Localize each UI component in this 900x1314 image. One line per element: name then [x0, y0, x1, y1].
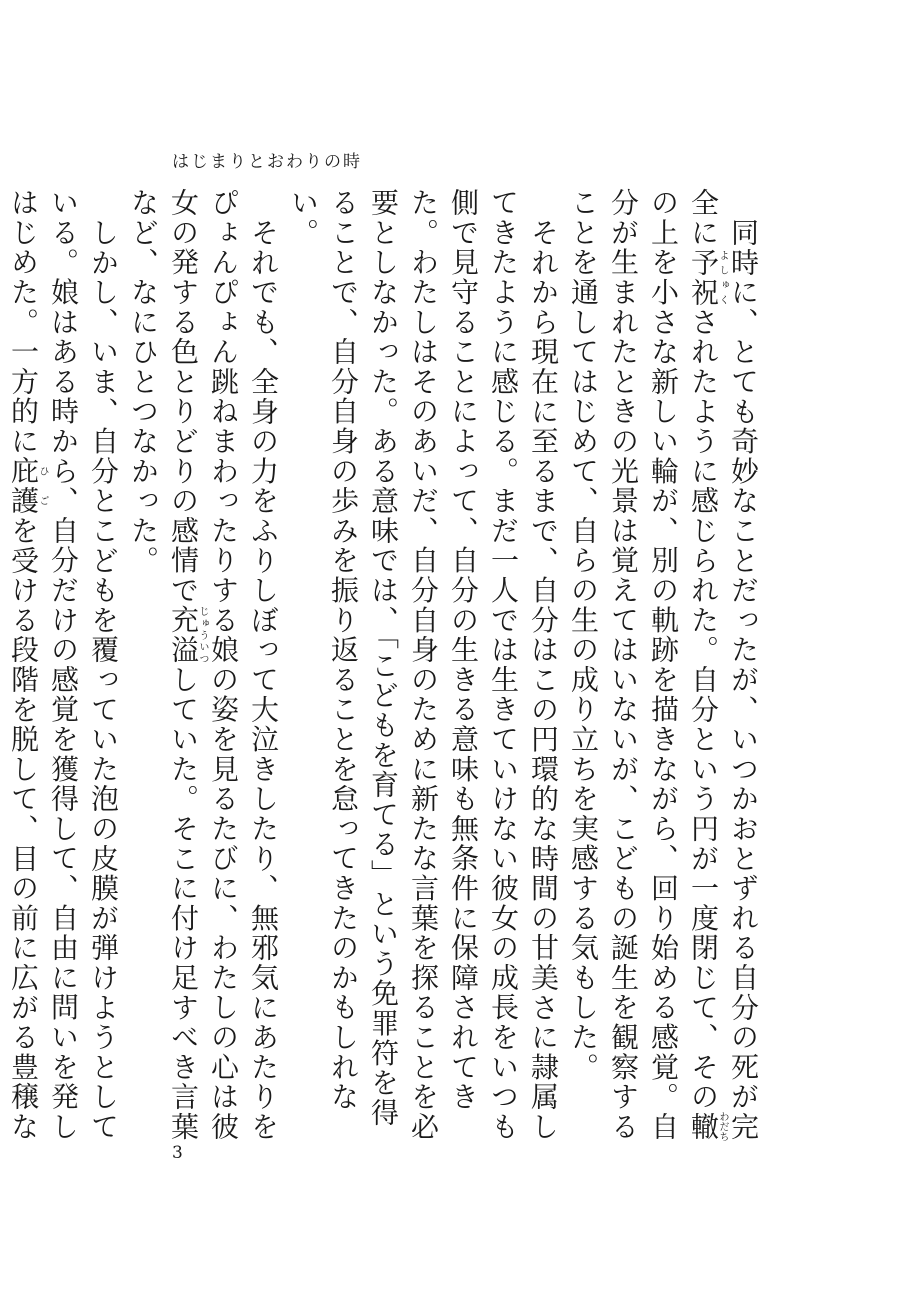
paragraph-1-text-a: 同時に、とても奇妙なことだったが、いつかおとずれる自分の死が完全に [687, 188, 760, 1142]
paragraph-3 [123, 188, 283, 1148]
paragraph-1-text-c: の上を小さな新しい輪が、別の軌跡を描きながら、回り始める感覚。自分が生まれたときの光景は覚えてはいないが、こどもの誕生を観察することを通してはじめて、自らの生の成り立ちを実感する気もした。 [567, 188, 680, 1142]
ruby-wadachi [687, 1111, 728, 1142]
ruby-higo-base: 庇護 [7, 456, 40, 516]
ruby-wadachi-reading: わだち [717, 1111, 728, 1142]
paragraph-3-text-a: それでも、全身の力をふりしぼって大泣きしたり、無邪気にあたりをぴょんぴょん跳ねまわったりする娘の姿を見るたびに、わたしの心は彼女の発する色とりどりの感情で [167, 188, 280, 1142]
paragraph-3-text-b: していた。そこに付け足すべき言葉など、なにひとつなかった。 [127, 188, 200, 1142]
paragraph-4-text-b: を受ける段階を脱して、目の前に広がる豊穣な [7, 515, 40, 1142]
paragraph-2-text: それから現在に至るまで、自分はこの円環的な時間の甘美さに隷属してきたように感じる。まだ一人では生きていけない彼女の成長をいつも側で見守ることによって、自分の生きる意味も無条件に保障されてきた。わたしはそのあいだ、自分自身のために新たな言葉を探ることを必要としなかった。ある意味では、「こどもを育てる」という免罪符を得ることで、自分自身の歩みを振り返ることを怠ってきたのかもしれない。 [287, 188, 560, 1142]
ruby-yoshuku-reading: よしゅく [717, 247, 728, 308]
paragraph-2 [283, 188, 563, 1148]
running-header: はじまりとおわりの時 [172, 152, 362, 172]
paragraph-1 [563, 188, 763, 1148]
ruby-juuitsu-reading: じゅういつ [197, 605, 208, 665]
paragraph-4 [0, 188, 123, 1148]
ruby-juuitsu-base: 充溢 [167, 605, 200, 665]
ruby-higo [7, 456, 48, 516]
ruby-yoshuku-base: 予祝 [687, 247, 720, 308]
ruby-higo-reading: ひご [37, 456, 48, 516]
paragraph-1-text-b: されたように感じられた。自分という円が一度閉じて、その [687, 307, 720, 1112]
body-text [7, 188, 763, 1148]
ruby-wadachi-base: 轍 [687, 1111, 720, 1142]
ruby-juuitsu [167, 605, 208, 665]
paragraph-4-text-a: しかし、いま、自分とこどもを覆っていた泡の皮膜が弾けようとしている。娘はある時から、自分だけの感覚を獲得して、自由に問いを発しはじめた。一方的に [7, 188, 120, 1142]
ruby-yoshuku [687, 247, 728, 308]
page-number: 3 [172, 1143, 183, 1163]
